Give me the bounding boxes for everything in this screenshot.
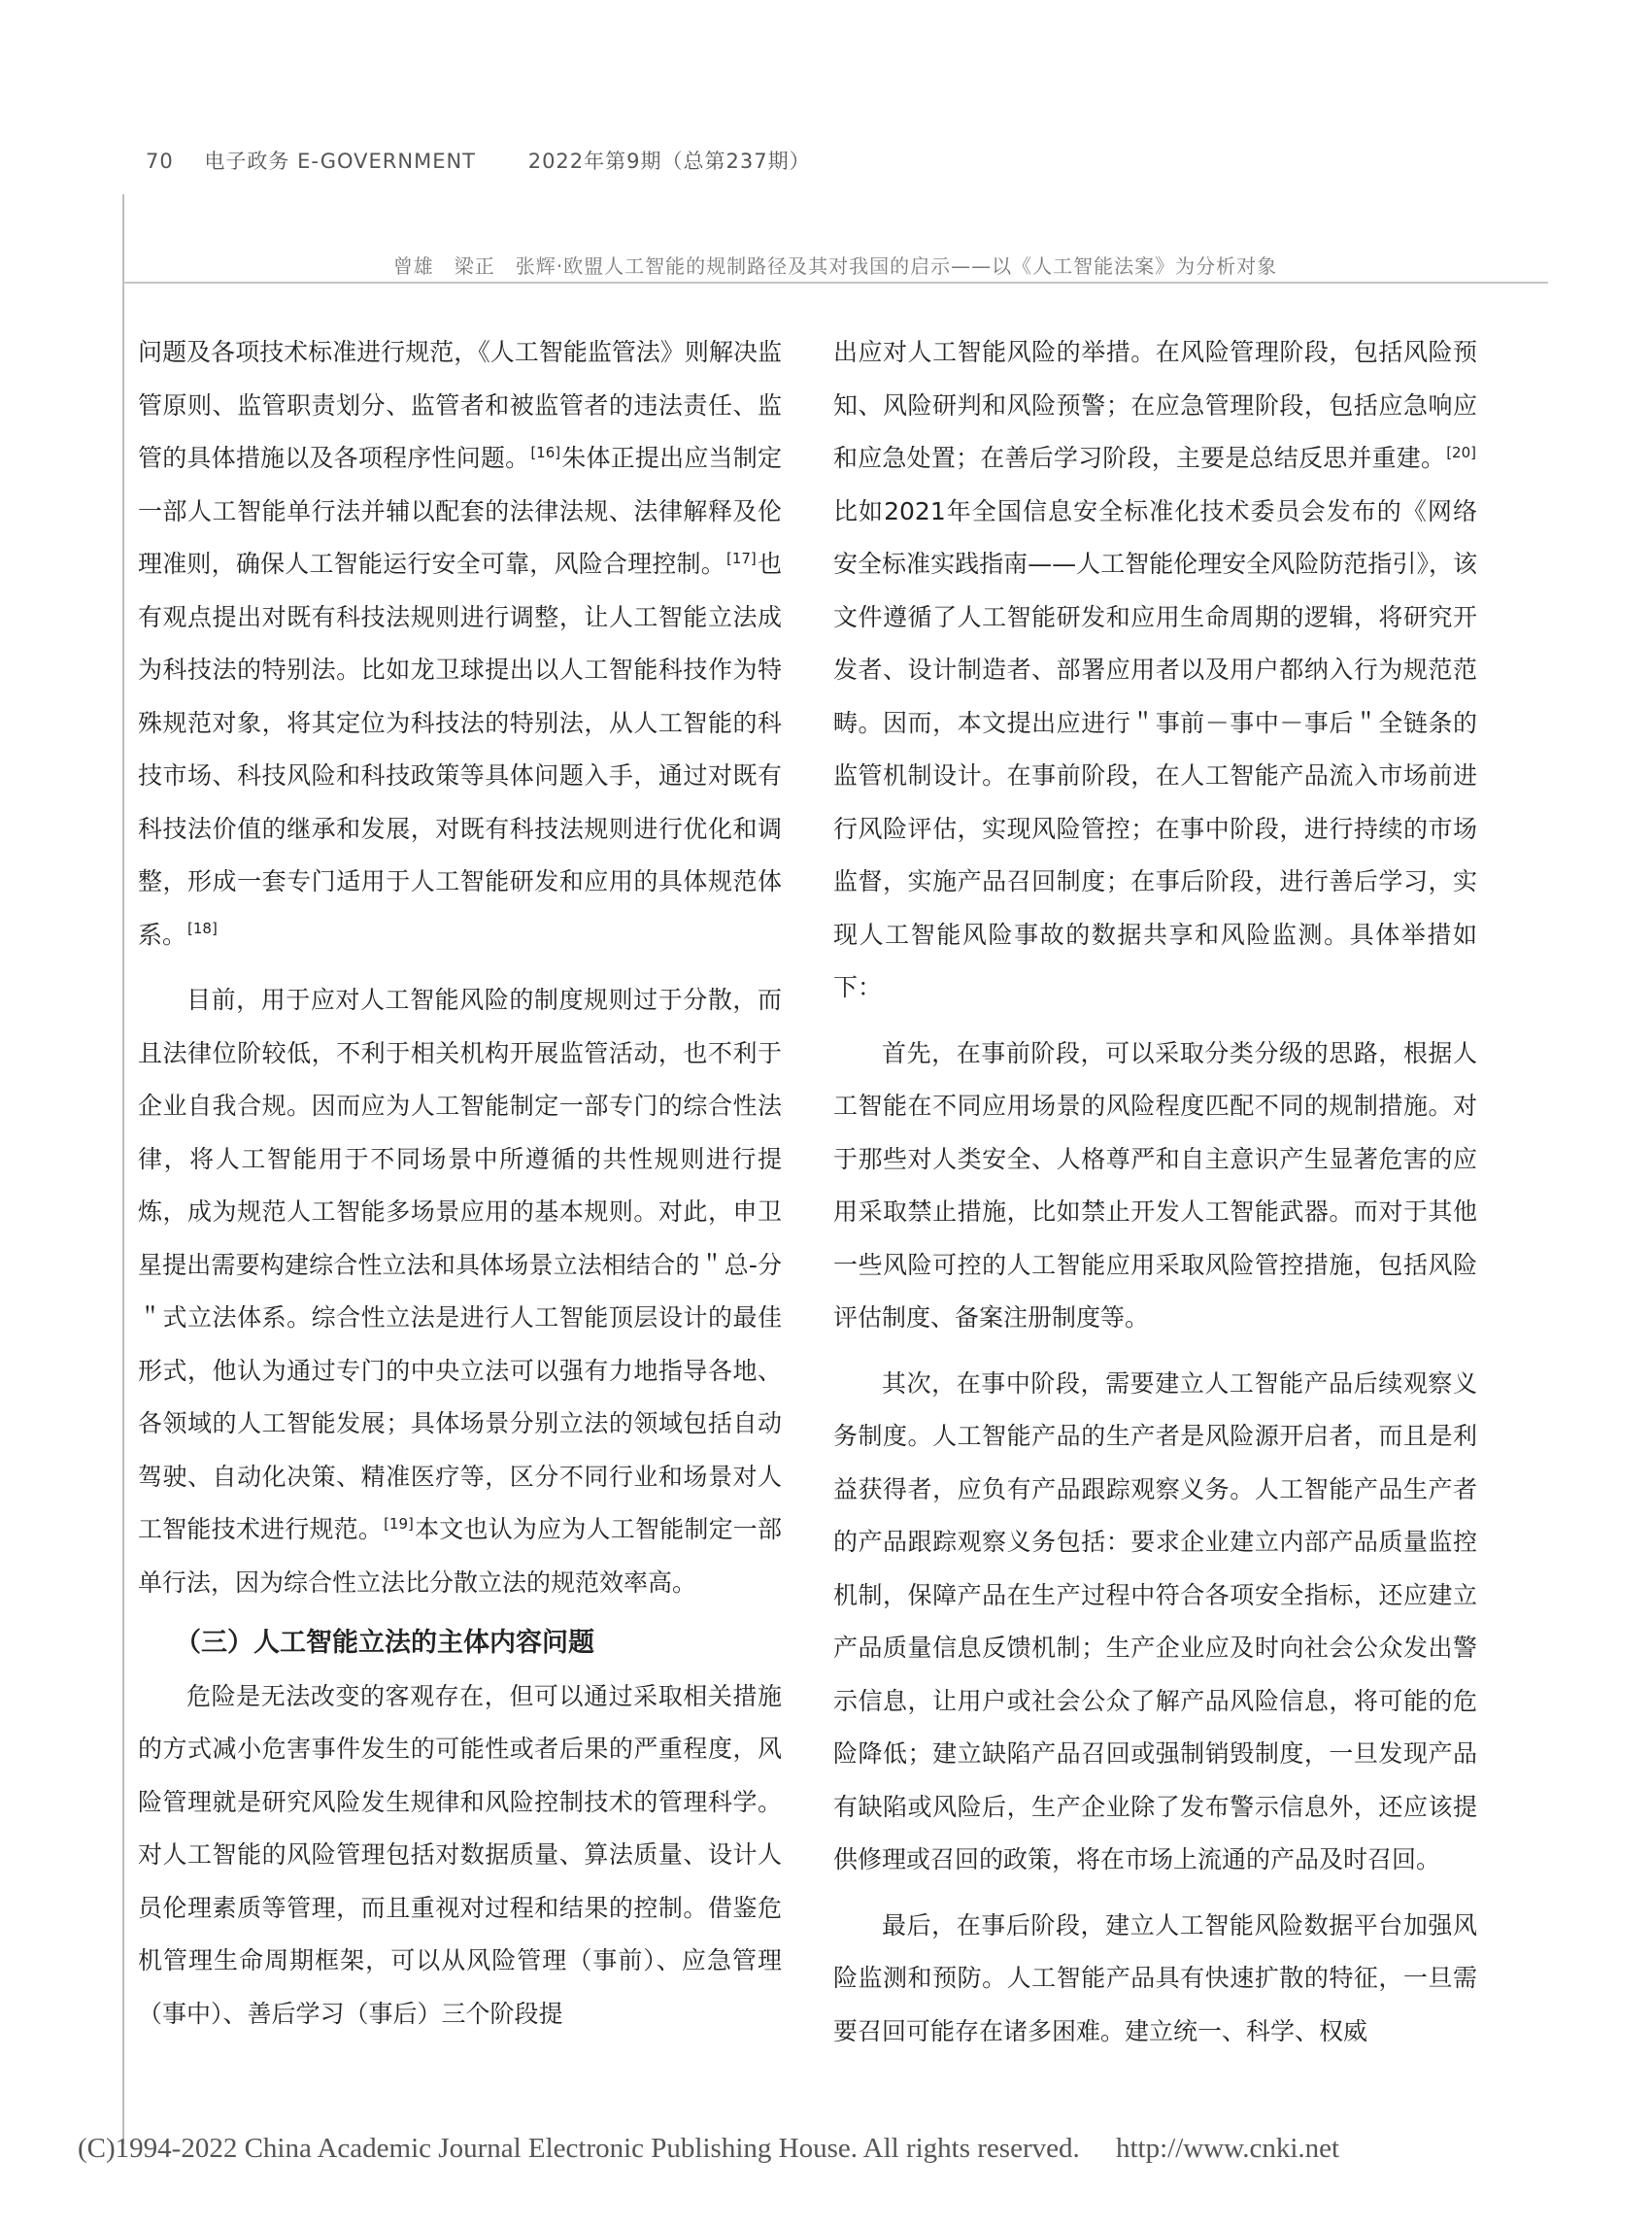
text-run: 也有观点提出对既有科技法规则进行调整，让人工智能立法成为科技法的特别法。比如龙卫球提出以人工智能科技作为特殊规范对象，将其定位为科技法的特别法，从人工智能的科技市场、科技风险和科技政策等具体问题入手，通过对既有科技法价值的继承和发展，对既有科技法规则进行优化和调整，形成一套专门适用于人工智能研发和应用的具体规范体系。 bbox=[138, 550, 782, 949]
paragraph bbox=[138, 326, 782, 961]
citation-ref: [19] bbox=[384, 1514, 414, 1533]
citation-ref: [16] bbox=[530, 443, 561, 461]
header-vertical-rule bbox=[122, 194, 124, 2144]
paragraph: 最后，在事后阶段，建立人工智能风险数据平台加强风险监测和预防。人工智能产品具有快速扩散的特征，一旦需要召回可能存在诸多困难。建立统一、科学、权威 bbox=[833, 1910, 1477, 2045]
left-column bbox=[138, 326, 782, 2040]
citation-ref: [17] bbox=[725, 549, 757, 567]
paragraph bbox=[833, 326, 1477, 1015]
citation-ref: [18] bbox=[187, 920, 218, 938]
text-run: 本文也认为应为人工智能制定一部单行法，因为综合性立法比分散立法的规范效率高。 bbox=[138, 1515, 782, 1597]
citation-ref: [20] bbox=[1446, 443, 1476, 461]
text-run: 目前，用于应对人工智能风险的制度规则过于分散，而且法律位阶较低，不利于相关机构开展监管活动，也不利于企业自我合规。因而应为人工智能制定一部专门的综合性法律，将人工智能用于不同场景中所遵循的共性规则进行提炼，成为规范人工智能多场景应用的基本规则。对此，申卫星提出需要构建综合性立法和具体场景立法相结合的＂总-分＂式立法体系。综合性立法是进行人工智能顶层设计的最佳形式，他认为通过专门的中央立法可以强有力地指导各地、各领域的人工智能发展；具体场景分别立法的领域包括自动驾驶、自动化决策、精准医疗等，区分不同行业和场景对人工智能技术进行规范。 bbox=[138, 986, 782, 1543]
journal-name: 电子政务 E-GOVERNMENT bbox=[204, 150, 477, 173]
paragraph: 危险是无法改变的客观存在，但可以通过采取相关措施的方式减小危害事件发生的可能性或者后果的严重程度，风险管理就是研究风险发生规律和风险控制技术的管理科学。对人工智能的风险管理包括对数据质量、算法质量、设计人员伦理素质等管理，而且重视对过程和结果的控制。借鉴危机管理生命周期框架，可以从风险管理（事前）、应急管理（事中）、善后学习（事后）三个阶段提 bbox=[138, 1681, 782, 2028]
copyright-notice: (C)1994-2022 China Academic Journal Electronic Publishing House. All rights reserved. bbox=[78, 2133, 1080, 2164]
text-run: 问题及各项技术标准进行规范，《人工智能监管法》则解决监管原则、监管职责划分、监管者和被监管者的违法责任、监管的具体措施以及各项程序性问题。 bbox=[138, 338, 782, 472]
text-run: 朱体正提出应当制定一部人工智能单行法并辅以配套的法律法规、法律解释及伦理准则，确保人工智能运行安全可靠，风险合理控制。 bbox=[138, 444, 782, 578]
paragraph bbox=[138, 974, 782, 1609]
paragraph: 其次，在事中阶段，需要建立人工智能产品后续观察义务制度。人工智能产品的生产者是风险源开启者，而且是利益获得者，应负有产品跟踪观察义务。人工智能产品生产者的产品跟踪观察义务包括：要求企业建立内部产品质量监控机制，保障产品在生产过程中符合各项安全指标，还应建立产品质量信息反馈机制；生产企业应及时向社会公众发出警示信息，让用户或社会公众了解产品风险信息，将可能的危险降低；建立缺陷产品召回或强制销毁制度，一旦发现产品有缺陷或风险后，生产企业除了发布警示信息外，还应该提供修理或召回的政策，将在市场上流通的产品及时召回。 bbox=[833, 1368, 1477, 1873]
header-divider bbox=[122, 282, 1548, 284]
right-column bbox=[833, 326, 1477, 2058]
page-number: 70 bbox=[146, 150, 174, 173]
page-header bbox=[146, 146, 811, 175]
section-heading: （三）人工智能立法的主体内容问题 bbox=[175, 1628, 594, 1658]
issue-info: 2022年第9期（总第237期） bbox=[527, 150, 811, 173]
footer-url: http://www.cnki.net bbox=[1115, 2133, 1340, 2164]
text-run: 比如2021年全国信息安全标准化技术委员会发布的《网络安全标准实践指南——人工智能伦理安全风险防范指引》，该文件遵循了人工智能研发和应用生命周期的逻辑，将研究开发者、设计制造者、部署应用者以及用户都纳入行为规范范畴。因而，本文提出应进行＂事前－事中－事后＂全链条的监管机制设计。在事前阶段，在人工智能产品流入市场前进行风险评估，实现风险管控；在事中阶段，进行持续的市场监督，实施产品召回制度；在事后阶段，进行善后学习，实现人工智能风险事故的数据共享和风险监测。具体举措如下： bbox=[833, 496, 1477, 1001]
running-title: 曾雄 梁正 张辉·欧盟人工智能的规制路径及其对我国的启示——以《人工智能法案》为分析对象 bbox=[392, 254, 1278, 278]
paragraph: 首先，在事前阶段，可以采取分类分级的思路，根据人工智能在不同应用场景的风险程度匹配不同的规制措施。对于那些对人类安全、人格尊严和自主意识产生显著危害的应用采取禁止措施，比如禁止开发人工智能武器。而对于其他一些风险可控的人工智能应用采取风险管控措施，包括风险评估制度、备案注册制度等。 bbox=[833, 1038, 1477, 1332]
text-run: 出应对人工智能风险的举措。在风险管理阶段，包括风险预知、风险研判和风险预警；在应急管理阶段，包括应急响应和应急处置；在善后学习阶段，主要是总结反思并重建。 bbox=[833, 338, 1477, 472]
footer bbox=[78, 2133, 1339, 2165]
